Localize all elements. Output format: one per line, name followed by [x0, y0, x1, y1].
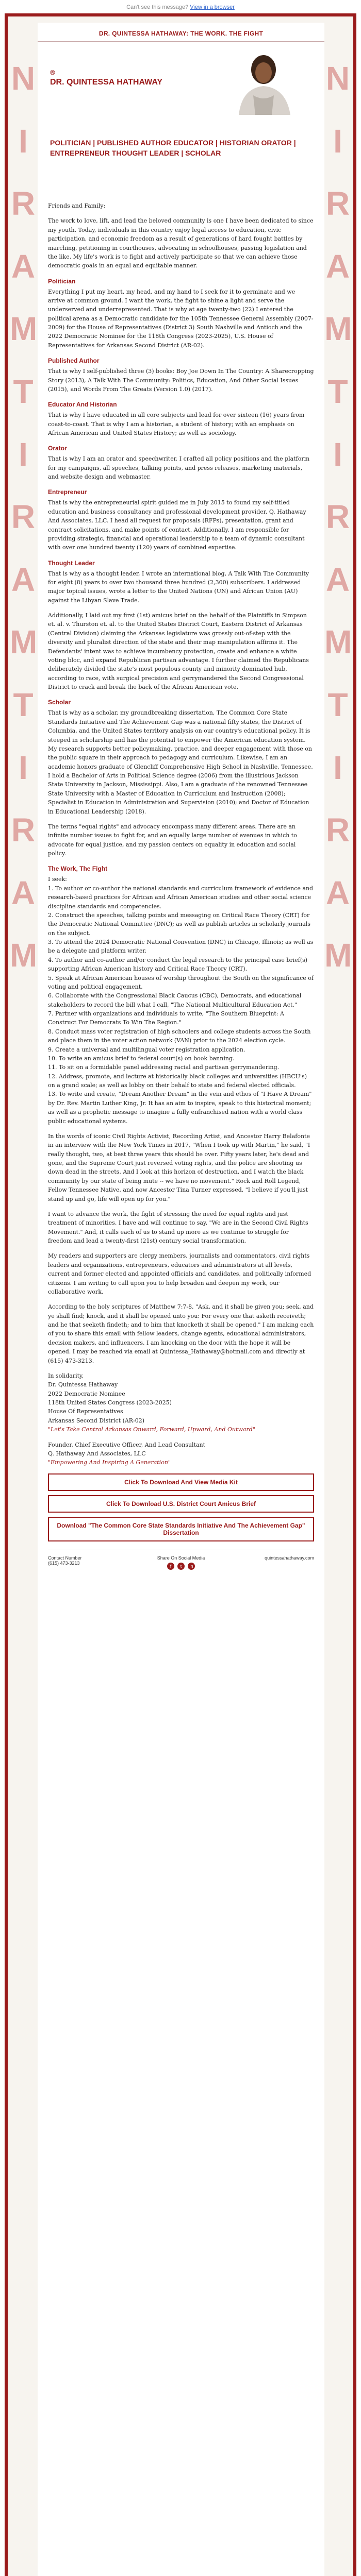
section-entrepreneur: [48, 487, 314, 552]
social-icons: [137, 1563, 225, 1570]
list-item: 4. To author and co-author and/or conduct the legal research to the principal case brief(s) supporting African American history and Critical Race Theory (CRT).: [48, 956, 308, 973]
section-text: That is why I have educated in all core subjects and lead for over sixteen (16) years from coast-to-coast. That is why I am a historian, a student of history; with an emphasis on African American and United States History; as well as sociology.: [48, 412, 305, 436]
section-heading: Entrepreneur: [48, 488, 87, 496]
portrait-photo: [202, 48, 314, 115]
section-work-fight: [48, 864, 314, 1125]
section-heading: Thought Leader: [48, 559, 95, 567]
side-letter: R: [11, 498, 36, 536]
footer-site: [226, 1555, 314, 1561]
section-heading: Educator And Historian: [48, 401, 117, 409]
side-letter: R: [11, 811, 36, 849]
side-letter: M: [10, 937, 38, 974]
side-letter: R: [325, 498, 350, 536]
hero: [38, 42, 324, 201]
founder-block: [48, 1440, 314, 1467]
list-item: 10. To write an amicus brief to federal court(s) on book banning.: [48, 1055, 235, 1062]
side-letter: M: [324, 310, 352, 348]
list-item: 7. Partner with organizations and individuals to write, "The Southern Blueprint: A Construct For Democrats To Win The Region.": [48, 1010, 284, 1026]
signature-line: House Of Representatives: [48, 1408, 123, 1415]
section-heading: Published Author: [48, 357, 100, 365]
side-letter: A: [11, 874, 36, 911]
side-letter: I: [19, 122, 28, 160]
email-content: [38, 23, 324, 2576]
registered-mark: ®: [50, 69, 55, 76]
goals-list: [48, 875, 314, 1126]
greeting: Friends and Family:: [48, 202, 106, 209]
section-text-extra: The terms "equal rights" and advocacy encompass many different areas. There are an infinite number issues to fight for, and an equally large number of avenues in which to advocate for equal justice, and my passion centers on equality in education and social policy.: [48, 823, 297, 857]
side-letter: N: [11, 60, 36, 97]
list-item: 9. Create a universal and multilingual voter registration application.: [48, 1046, 245, 1053]
list-item: 12. Address, promote, and lecture at historically black colleges and universities (HBCU's) on a grand scale; as well as lobby on their behalf to state and federal elected officials.: [48, 1073, 307, 1089]
section-text: Everything I put my heart, my head, and my hand to I seek for it to germinate and we arrive at common ground. I want the work, the fight to shine a light and serve the underserved and underrepresented. That is why at age twenty-two (22) I entered the political arena as a Democratic candidate for the 105th Tennessee General Assembly (2007-2009) for the House of Representatives (District 3) South Nashville and Antioch and the 2022 Democratic Nominee for the 118th Congress (2023-2025), U.S. House of Representatives for Arkansas Second District (AR-02).: [48, 288, 314, 349]
founder-line: Q. Hathaway And Associates, LLC: [48, 1450, 146, 1457]
section-heading: The Work, The Fight: [48, 865, 108, 873]
closing-paragraph: According to the holy scriptures of Matthew 7:7-8, "Ask, and it shall be given you; seek, and ye shall find; knock, and it shall be opened unto you: For every one that asketh receiveth; and he that seeketh findeth; and to him that knocketh it shall be opened." I am making each of you to share this email with fellow leaders, change agents, educational administrators, decision makers, and influencers. I am knocking on the door with the hope it will be opened. I may be reached via email at Quintessa_Hathaway@hotmail.com and directly at (615) 473-3213.: [48, 1303, 314, 1364]
section-politician: [48, 277, 314, 350]
list-item: 8. Conduct mass voter registration of high schoolers and college students across the South and place them in the voter action network (VAN) prior to the 2024 election cycle.: [48, 1028, 311, 1044]
side-letter: M: [324, 937, 352, 974]
signature-line: 118th United States Congress (2023-2025): [48, 1399, 172, 1406]
side-letters-left: [10, 47, 37, 987]
side-letter: A: [325, 561, 350, 598]
section-published-author: [48, 356, 314, 394]
facebook-icon[interactable]: f: [167, 1563, 174, 1570]
side-letter: R: [325, 811, 350, 849]
side-letter: I: [19, 435, 28, 473]
list-item: 3. To attend the 2024 Democratic National Convention (DNC) in Chicago, Illinois; as well as be a delegate and platform writer.: [48, 939, 314, 955]
side-letter: R: [325, 185, 350, 223]
side-letter: T: [13, 372, 34, 410]
list-item: 2. Construct the speeches, talking points and messaging on Critical Race Theory (CRT) for the Democratic National Committee (DNC); as well as publish articles in scholarly journals on the subject.: [48, 911, 311, 937]
company-slogan: "Empowering And Inspiring A Generation": [48, 1459, 171, 1466]
side-letter: A: [11, 247, 36, 285]
contact-label: Contact Number: [48, 1555, 82, 1561]
list-item: 5. Speak at African American houses of worship throughout the South on the significance of voting and political engagement.: [48, 974, 314, 990]
list-item: 1. To author or co-author the national standards and curriculum framework of evidence and research-based practices for African and African American studies and other social science discipline standards and competencies.: [48, 885, 314, 910]
hero-name: [50, 69, 162, 88]
section-educator-historian: [48, 400, 314, 437]
section-heading: Scholar: [48, 699, 71, 706]
list-item: 11. To sit on a formidable panel addressing racial and partisan gerrymandering.: [48, 1064, 280, 1071]
list-item: 6. Collaborate with the Congressional Black Caucus (CBC), Democrats, and educational stakeholders to record the bill what I call, "The National Multicultural Education Act.": [48, 992, 302, 1008]
amicus-brief-button[interactable]: Click To Download U.S. District Court Amicus Brief: [48, 1495, 314, 1513]
preheader-text: Can't see this message?: [126, 4, 189, 10]
section-orator: [48, 444, 314, 481]
side-letter: T: [327, 686, 348, 723]
linkedin-icon[interactable]: in: [188, 1563, 195, 1570]
section-scholar: [48, 698, 314, 858]
view-in-browser-link[interactable]: View in a browser: [190, 4, 235, 10]
intro-paragraph: The work to love, lift, and lead the beloved community is one I have been dedicated to since my youth. Today, individuals in this country enjoy legal access to education, civic participation, and economic freedom as a result of generations of hard fought battles by marching, petitioning in courthouses, advocating in schoolhouses, passing legislation and the like. My life's work is to fight and actively participate so that we can achieve those democratic goals in an equal and equitable manner.: [48, 217, 314, 269]
signature-line: 2022 Democratic Nominee: [48, 1390, 125, 1397]
side-letter: A: [11, 561, 36, 598]
side-letter: M: [10, 310, 38, 348]
twitter-icon[interactable]: t: [177, 1563, 185, 1570]
contact-number[interactable]: (615) 473-3213: [48, 1560, 80, 1566]
list-item: 13. To write and create, "Dream Another Dream" in the vein and ethos of "I Have A Dream" by Dr. Rev. Martin Luther King, Jr. It has an aim to inspire, speak to this historical moment; as well as a prophetic message to imagine a fully enfranchised nation with a world class public educational systems.: [48, 1091, 312, 1125]
section-text: That is why I am an orator and speechwriter. I crafted all policy positions and the platform for my campaigns, all speeches, talking points, and press releases, marketing materials, and website design and webmaster.: [48, 455, 310, 481]
signature-line: Arkansas Second District (AR-02): [48, 1417, 145, 1424]
closing-paragraph: In the words of iconic Civil Rights Activist, Recording Artist, and Ancestor Harry Belafonte in an interview with the New York Times in 2017, "When I took up with Martin," he said, "I really thought, two, at best three years this should be over. Fifty years later, he's dead and gone, and the Supreme Court just reversed voting rights, and the police are shooting us down dead in the streets. And I look at this horizon of destruction, and I watch the black community by our state of being mute -- we have no movement." Rock and Roll Legend, Fellow Tennessee Native, and now Ancestor Tina Turner expressed, "I believe if you'll just stand up and go, life will open up for you.": [48, 1132, 310, 1202]
closing-paragraph: I want to advance the work, the fight of stressing the need for equal rights and just treatment of minorities. I have and will continue to say, "We are in the Second Civil Rights Movement." And, it calls each of us to stand up more as we continue to struggle for freedom and lead a twenty-first (21st) century social transformation.: [48, 1210, 308, 1244]
founder-line: Founder, Chief Executive Officer, And Lead Consultant: [48, 1441, 206, 1448]
side-letter: M: [324, 623, 352, 661]
section-heading: Orator: [48, 445, 67, 452]
section-text: That is why I self-published three (3) books: Boy Joe Down In The Country: A Sharecropping Story (2013), A Talk With The Community: Politics, Education, And Other Social Issues (2015), and Words From The Greats (Version 1.0) (2017).: [48, 368, 314, 393]
side-letter: A: [325, 874, 350, 911]
signature-line: In solidarity,: [48, 1372, 84, 1379]
hero-titles: POLITICIAN | PUBLISHED AUTHOR EDUCATOR | HISTORIAN ORATOR | ENTREPRENEUR THOUGHT LEADER | SCHOLAR: [50, 139, 296, 158]
section-text: That is why as a scholar, my groundbreaking dissertation, The Common Core State Standards Initiative and The Achievement Gap was a national fifty states, the District of Columbia, and the United States territory analysis on our country's educational policy. It is steeped in scholarship and has the potential to empower the American education system. My research supports better policymaking, practice, and deeper engagement with those on the public square in their approach to pedagogy and curriculum. Likewise, I am an academic honors graduate of Glencliff Comprehensive High School in Nashville, Tennessee. I hold a Bachelor of Arts in Political Science degree (2006) from the illustrious Jackson State University in Jackson, Mississippi. Also, I am a graduate of the renowned Tennessee State University with a Master of Education in Curriculum and Instruction (2008); Specialist in Education in Administration and Supervision (2010); and Doctor of Education in Educational Leadership (2018).: [48, 709, 313, 815]
website-link[interactable]: quintessahathaway.com: [265, 1555, 314, 1561]
dissertation-button[interactable]: Download "The Common Core State Standards Initiative And The Achievement Gap" Dissertation: [48, 1517, 314, 1541]
side-letter: R: [11, 185, 36, 223]
share-label: Share On Social Media: [157, 1555, 205, 1561]
side-letters-right: [324, 47, 351, 987]
hero-name-text: DR. QUINTESSA HATHAWAY: [50, 77, 163, 87]
amicus-paragraph: Additionally, I laid out my first (1st) amicus brief on the behalf of the Plaintiffs in Simpson et. al. v. Thurston et. al. to the United States District Court, Eastern District of Arkansas (Central Division) claiming the Arkansas legislature was grossly out-of-step with the diversity and pluralist direction of the state and their map manipulation affirms it. The Defendants' intent was to achieve incumbency protection, create and enhance a white voting bloc, and expand Republican partisan advantage. I further claimed the Republicans deliberately divided the state's most populous county and minority dominated hub, according to race, with surgical precision and gerrymandered the Second Congressional District to crack and break the back of the African American vote.: [48, 612, 309, 691]
letter-body: [38, 201, 324, 1467]
closing-paragraph: My readers and supporters are clergy members, journalists and commentators, civil rights leaders and organizations, entrepreneurs, educators and administrators at all levels, current and former elected and appointed officials and candidates, and politically informed citizens. I am writing to call upon you to help broaden and deepen my work, our collaborative work.: [48, 1252, 311, 1295]
side-letter: I: [19, 749, 28, 786]
side-letter: I: [333, 435, 342, 473]
section-thought-leader: [48, 558, 314, 692]
goals-intro: I seek:: [48, 876, 67, 883]
section-heading: Politician: [48, 277, 76, 285]
section-text: That is why the entrepreneurial spirit guided me in July 2015 to found my self-titled education and business consultancy and professional development provider, Q. Hathaway And Associates, LLC. I head all request for proposals (RFPs), presentation, grant and contract solicitations, and make points of contact. Additionally, I am responsible for providing strategic, financial and operational leadership to a team of dynamic consultant with over one hundred twenty (120) years of combined expertise.: [48, 499, 306, 551]
masthead: DR. QUINTESSA HATHAWAY: THE WORK. THE FIGHT: [38, 23, 324, 42]
preheader: [0, 0, 361, 13]
footer-share: [137, 1555, 225, 1570]
media-kit-button[interactable]: Click To Download And View Media Kit: [48, 1473, 314, 1491]
footer-contact: [48, 1555, 136, 1566]
side-letter: M: [10, 623, 38, 661]
email-frame: [5, 13, 356, 2576]
email-footer: [48, 1550, 314, 1570]
section-text: That is why as a thought leader, I wrote an international blog, A Talk With The Community for eight (8) years to over two thousand three hundred (2,300) subscribers. I addressed major topical issues, wrote a letter to the United Nations (UN) and African Union (AU) against the Libyan Slave Trade.: [48, 570, 309, 604]
side-letter: N: [325, 60, 350, 97]
signature-block: [48, 1371, 314, 1434]
signature-line: Dr. Quintessa Hathaway: [48, 1381, 118, 1388]
campaign-slogan: "Let's Take Central Arkansas Onward, Forward, Upward, And Outward": [48, 1426, 255, 1433]
side-letter: I: [333, 749, 342, 786]
side-letter: T: [13, 686, 34, 723]
side-letter: T: [327, 372, 348, 410]
side-letter: I: [333, 122, 342, 160]
side-letter: A: [325, 247, 350, 285]
